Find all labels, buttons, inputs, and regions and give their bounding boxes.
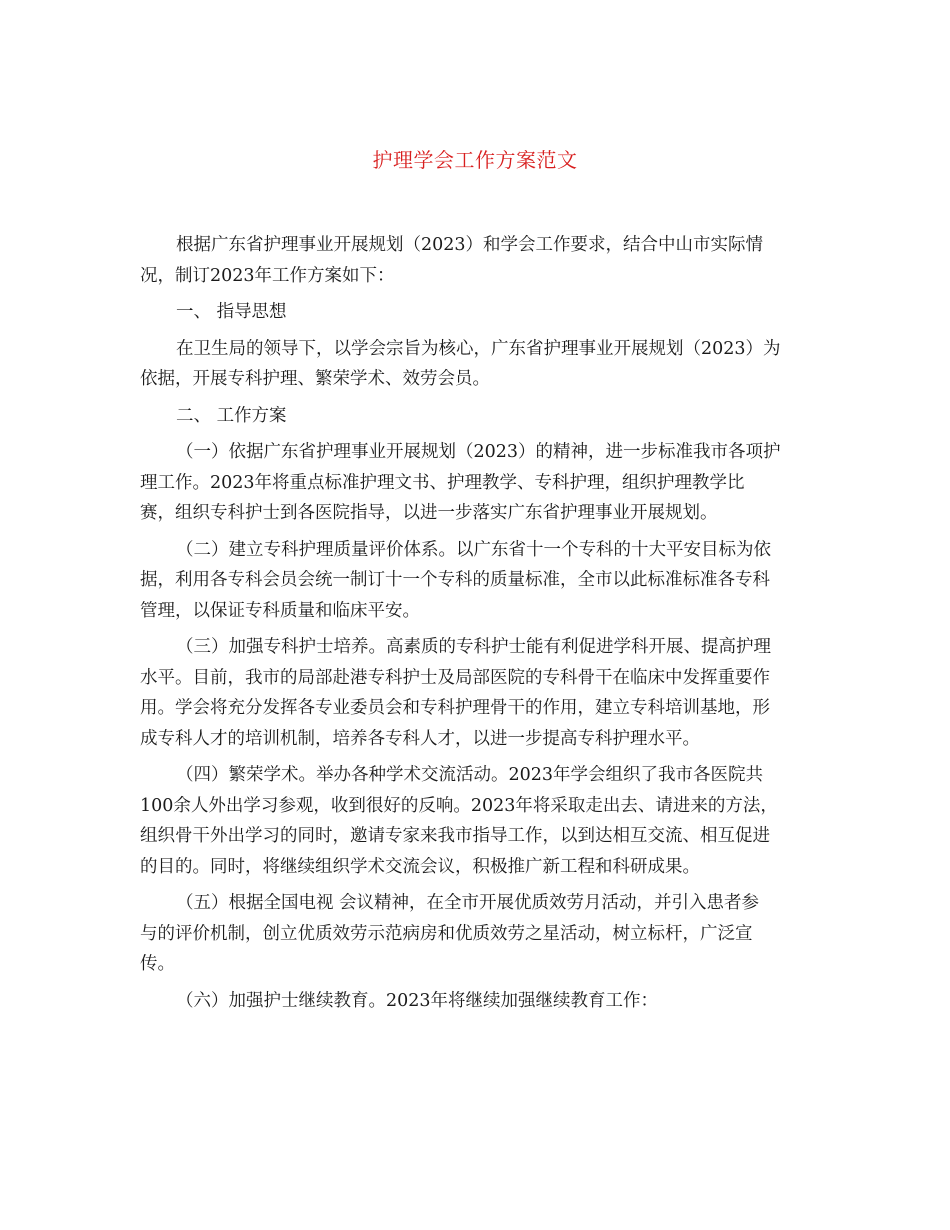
text-line: 赛，组织专科护士到各医院指导，以进一步落实广东省护理事业开展规划。 <box>140 503 718 523</box>
text-line: （一）依据广东省护理事业开展规划（2023）的精神，进一步标准我市各项护 <box>176 442 781 462</box>
text-line: 与的评价机制，创立优质效劳示范病房和优质效劳之星活动，树立标杆，广泛宣 <box>140 923 753 944</box>
text-line: 水平。目前，我市的局部赴港专科护士及局部医院的专科骨干在临床中发挥重要作 <box>140 667 770 688</box>
text-line: （六）加强护士继续教育。2023年将继续加强继续教育工作： <box>176 990 659 1011</box>
section1-paragraph <box>140 334 810 395</box>
text-line: （四）繁荣学术。举办各种学术交流活动。2023年学会组织了我市各医院共 <box>176 765 764 785</box>
plan-item-2 <box>140 535 810 627</box>
text-line: 成专科人才的培训机制，培养各专科人才，以进一步提高专科护理水平。 <box>140 728 700 749</box>
plan-item-1 <box>140 437 810 529</box>
plan-item-6 <box>140 986 810 1017</box>
plan-item-5 <box>140 888 810 980</box>
text-line: （二）建立专科护理质量评价体系。以广东省十一个专科的十大平安目标为依 <box>176 539 771 560</box>
section-heading-guiding-thought: 一、 指导思想 <box>176 302 287 322</box>
text-line: 管理，以保证专科质量和临床平安。 <box>140 600 420 621</box>
intro-paragraph <box>140 230 810 291</box>
text-line: 的目的。同时，将继续组织学术交流会议，积极推广新工程和科研成果。 <box>140 856 700 877</box>
text-line: 据，利用各专科会员会统一制订十一个专科的质量标准，全市以此标准标准各专科 <box>140 570 770 590</box>
text-line: 在卫生局的领导下，以学会宗旨为核心，广东省护理事业开展规划（2023）为 <box>176 338 781 359</box>
text-line: 况，制订2023年工作方案如下： <box>140 265 395 286</box>
text-line: 依据，开展专科护理、繁荣学术、效劳会员。 <box>140 369 490 389</box>
text-line: 理工作。2023年将重点标准护理文书、护理教学、专科护理，组织护理教学比 <box>140 472 745 493</box>
section-heading-work-plan: 二、 工作方案 <box>176 405 287 426</box>
text-line: （五）根据全国电视 会议精神，在全市开展优质效劳月活动，并引入患者参 <box>176 893 760 913</box>
plan-item-3 <box>140 632 810 754</box>
text-line: 传。 <box>140 954 175 974</box>
document-title: 护理学会工作方案范文 <box>372 148 578 172</box>
plan-item-4 <box>140 760 810 882</box>
text-line: 组织骨干外出学习的同时，邀请专家来我市指导工作，以到达相互交流、相互促进 <box>140 826 770 846</box>
text-line: 根据广东省护理事业开展规划（2023）和学会工作要求，结合中山市实际情 <box>176 235 764 255</box>
text-line: 100余人外出学习参观，收到很好的反响。2023年将采取走出去、请进来的方法， <box>140 795 778 816</box>
text-line: 用。学会将充分发挥各专业委员会和专科护理骨干的作用，建立专科培训基地，形 <box>140 698 770 718</box>
document-body <box>140 230 810 1022</box>
text-line: （三）加强专科护士培养。高素质的专科护士能有利促进学科开展、提高护理 <box>176 637 771 657</box>
